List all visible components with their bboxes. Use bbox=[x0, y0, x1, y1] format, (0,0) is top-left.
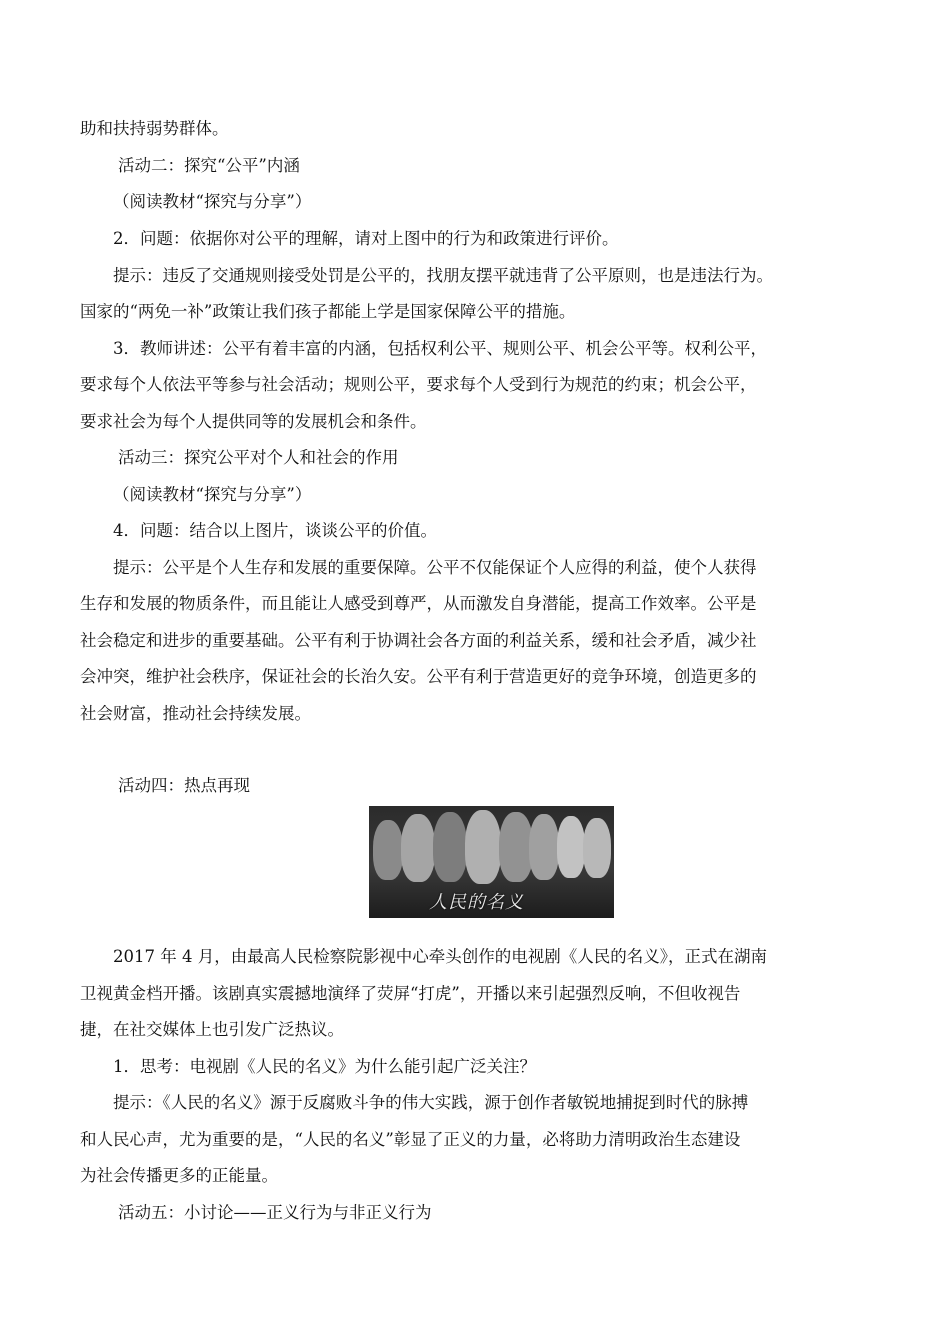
paragraph-line: 要求社会为每个人提供同等的发展机会和条件。 bbox=[80, 412, 427, 431]
paragraph-line: 生存和发展的物质条件，而且能让人感受到尊严，从而激发自身潜能，提高工作效率。公平是 bbox=[80, 594, 757, 613]
activity-heading: 活动四：热点再现 bbox=[118, 776, 250, 795]
paragraph-line: 国家的“两免一补”政策让我们孩子都能上学是国家保障公平的措施。 bbox=[80, 302, 576, 321]
question-line: 1．思考：电视剧《人民的名义》为什么能引起广泛关注？ bbox=[113, 1057, 536, 1076]
cast-face bbox=[401, 814, 435, 882]
activity-heading: 活动三：探究公平对个人和社会的作用 bbox=[118, 448, 399, 467]
paragraph-line: 为社会传播更多的正能量。 bbox=[80, 1166, 278, 1185]
paragraph-line: 会冲突，维护社会秩序，保证社会的长治久安。公平有利于营造更好的竞争环境，创造更多的 bbox=[80, 667, 757, 686]
paragraph-line: 3．教师讲述：公平有着丰富的内涵，包括权利公平、规则公平、机会公平等。权利公平， bbox=[113, 339, 767, 358]
cast-face bbox=[557, 816, 585, 878]
reading-note: （阅读教材“探究与分享”） bbox=[113, 485, 312, 504]
paragraph-line: 社会财富，推动社会持续发展。 bbox=[80, 704, 311, 723]
reading-note: （阅读教材“探究与分享”） bbox=[113, 192, 312, 211]
paragraph-line: 要求每个人依法平等参与社会活动；规则公平，要求每个人受到行为规范的约束；机会公平， bbox=[80, 375, 757, 394]
cast-face bbox=[583, 818, 611, 878]
activity-heading: 活动二：探究“公平”内涵 bbox=[118, 156, 300, 175]
activity-heading: 活动五：小讨论——正义行为与非正义行为 bbox=[118, 1203, 432, 1222]
cast-face bbox=[499, 812, 533, 882]
drama-poster-image bbox=[369, 806, 614, 918]
paragraph-line: 捷，在社交媒体上也引发广泛热议。 bbox=[80, 1020, 344, 1039]
question-line: 4．问题：结合以上图片，谈谈公平的价值。 bbox=[113, 521, 437, 540]
paragraph-line: 卫视黄金档开播。该剧真实震撼地演绎了荧屏“打虎”，开播以来引起强烈反响，不但收视告 bbox=[80, 984, 741, 1003]
hint-line: 提示：公平是个人生存和发展的重要保障。公平不仅能保证个人应得的利益，使个人获得 bbox=[113, 558, 757, 577]
paragraph-line: 和人民心声，尤为重要的是，“人民的名义”彰显了正义的力量，必将助力清明政治生态建设 bbox=[80, 1130, 741, 1149]
paragraph-line: 助和扶持弱势群体。 bbox=[80, 119, 229, 138]
paragraph-line: 社会稳定和进步的重要基础。公平有利于协调社会各方面的利益关系，缓和社会矛盾，减少社 bbox=[80, 631, 757, 650]
hint-line: 提示：《人民的名义》源于反腐败斗争的伟大实践，源于创作者敏锐地捕捉到时代的脉搏 bbox=[113, 1093, 749, 1112]
cast-face bbox=[433, 812, 467, 882]
cast-face bbox=[465, 810, 501, 884]
paragraph-line: 2017 年 4 月，由最高人民检察院影视中心牵头创作的电视剧《人民的名义》，正式在湖南 bbox=[113, 947, 767, 966]
hint-line: 提示：违反了交通规则接受处罚是公平的，找朋友摆平就违背了公平原则，也是违法行为。 bbox=[113, 266, 773, 285]
cast-face bbox=[373, 820, 403, 880]
cast-face bbox=[529, 814, 559, 880]
poster-caption: 人民的名义 bbox=[429, 892, 524, 913]
question-line: 2．问题：依据你对公平的理解，请对上图中的行为和政策进行评价。 bbox=[113, 229, 619, 248]
